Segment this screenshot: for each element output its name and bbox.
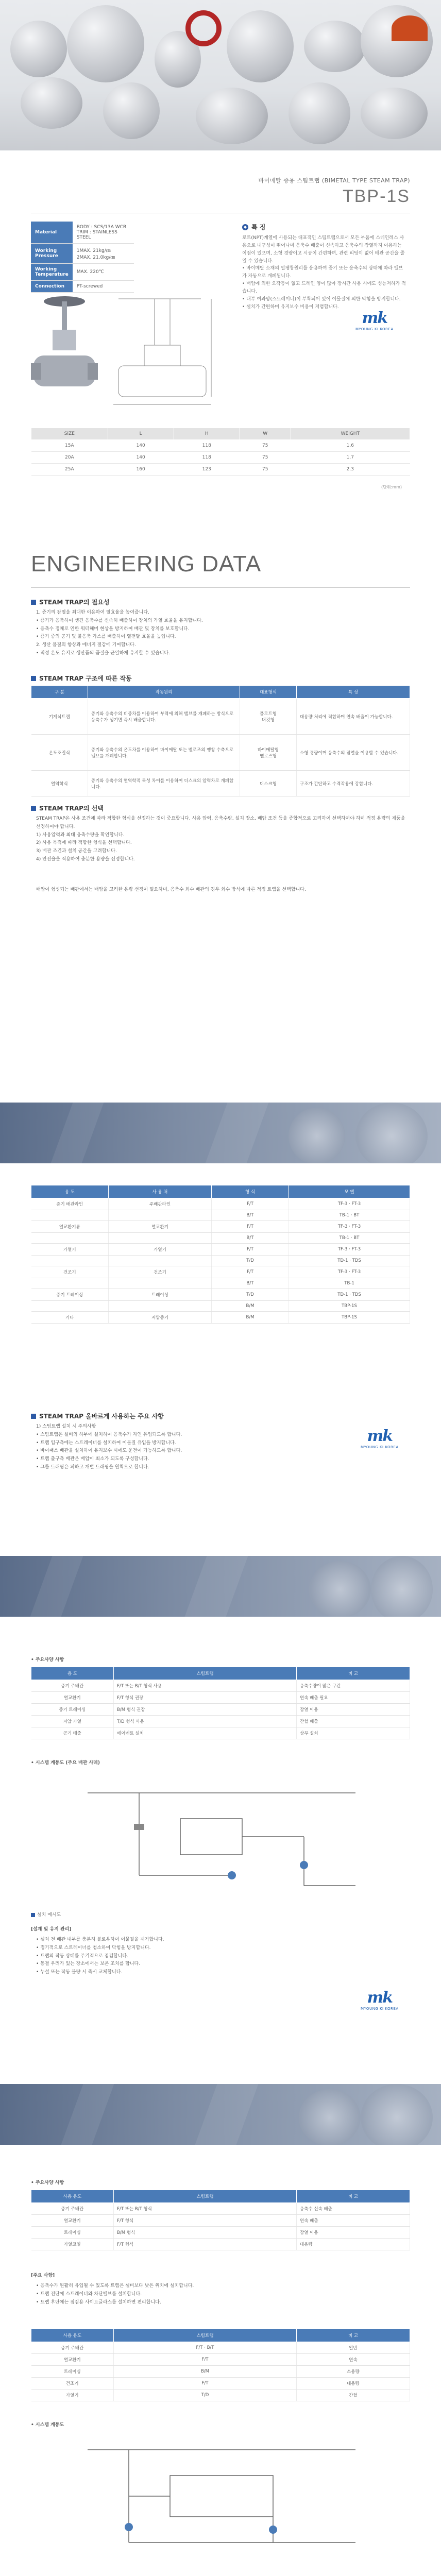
notes-text: • 설치 전 배관 내부를 충분히 블로우하여 이물질을 제거합니다. • 정기적으로 스트레이너를 청소하여 막힘을 방지합니다. • 트랩의 작동 상태를 주기적으로 점검합니다. • 동결 우려가 있는 장소에서는 보온 조치를 합니다. • 누설 또는 작동 불량 시 즉시 교체합니다. <box>36 1937 164 1975</box>
subsection-label: • 주요사양 사항 <box>31 2180 64 2185</box>
product-subtitle: 바이메탈 증용 스팀트랩 (BIMETAL TYPE STEAM TRAP) <box>258 177 410 184</box>
subsection-label: • 주요사양 사항 <box>31 1657 64 1663</box>
spec-table: Material BODY : SCS/13A WCB TRIM : STAINLESS STEEL Working Pressure 1MAX. 21kg/㎝ 2MAX. 21.0kg/㎝ Working Temperature MAX. 220℃ Connection PT-screwed <box>31 222 134 293</box>
dimension-table: SIZE L H W WEIGHT 15A 140 118 75 1.6 20A 140 118 75 1.7 25A 160 123 75 2.3 <box>31 428 410 476</box>
section-title: STEAM TRAP 구조에 따른 작동 <box>31 674 132 683</box>
section-banner <box>0 1556 441 1617</box>
section-banner <box>0 2084 441 2145</box>
notes-title: [주요 사항] <box>31 2273 55 2278</box>
diagram-legend: 설치 예시도 <box>31 1911 61 1920</box>
divider <box>31 587 410 588</box>
usage-table-b: 사용 용도 스팀트랩 비 고 증기 주배관 F/T 또는 B/T 형식 응축수 신속 배출 열교환기 F/T 형식 연속 배출 트레이싱 B/M 형식 잠열 이용 가열코일 F/T 형식 대용량 <box>31 2190 410 2250</box>
subsection-label: • 시스템 계통도 <box>31 2422 64 2428</box>
company-logo: mk MYOUNG KI KOREA <box>361 1989 399 2011</box>
subsection-label: • 시스템 계통도 (주요 배관 사례) <box>31 1760 100 1766</box>
trap-type-table: 구 분 작동원리 대표형식 특 성 기계식트랩 증기와 응축수의 비중차를 이용하여 부력에 의해 밸브를 개폐하는 방식으로 응축수가 생기면 즉시 배출합니다. 플로트형 버킷형 대용량 처리에 적합하며 연속 배출이 가능합니다. 온도조절식 증기와 응축수의 온도차를 이용하여 바이메탈 또는 벨로즈의 팽창 수축으로 밸브를 개폐합니다. 바이메탈형 벨로즈형 소형 경량이며 응축수의 잠열을 이용할 수 있습니다. 열역학식 증기와 응축수의 열역학적 특성 차이를 이용하여 디스크의 압력차로 개폐합니다. 디스크형 구조가 간단하고 수격작용에 강합니다. <box>31 685 410 796</box>
usage-table-c: 사용 용도 스팀트랩 비 고 증기 주배관 F/T · B/T 일반 열교환기 F/T 연속 트레이싱 B/M 소용량 건조기 F/T 대용량 가열기 T/D 간헐 <box>31 2329 410 2401</box>
piping-diagram-b <box>77 2434 366 2563</box>
section-title: STEAM TRAP의 선택 <box>31 804 104 812</box>
company-logo: mk MYOUNG KI KOREA <box>355 309 394 331</box>
hero-product-photo <box>0 0 441 150</box>
notes-text: • 응축수가 원활히 유입될 수 있도록 트랩은 설비보다 낮은 위치에 설치합니다. • 트랩 전단에 스트레이너와 차단밸브를 설치합니다. • 트랩 후단에는 점검용 사이트글라스를 설치하면 편리합니다. <box>36 2283 194 2305</box>
section-title: STEAM TRAP 올바르게 사용하는 주요 사항 <box>31 1412 164 1420</box>
product-model: TBP-1S <box>342 187 410 206</box>
valve-drawing <box>108 289 216 412</box>
section-title: STEAM TRAP의 필요성 <box>31 598 110 606</box>
notes-title: [설계 및 유지 관리] <box>31 1927 72 1932</box>
company-logo: mk MYOUNG KI KOREA <box>361 1427 399 1449</box>
features-heading: ◆ 특 징 <box>242 223 265 231</box>
engineering-title: ENGINEERING DATA <box>31 551 262 577</box>
section-text: 1) 스팀트랩 설치 시 주의사항 • 스팀트랩은 설비의 하부에 설치하여 응축수가 자연 유입되도록 합니다. • 트랩 입구측에는 스트레이너를 설치하여 이물질 유입을 방지합니다. • 바이패스 배관을 설치하여 유지보수 시에도 운전이 가능하도록 합니다. • 트랩 출구측 배관은 배압이 최소가 되도록 구성합니다. • 그룹 트래핑은 피하고 개별 트래핑을 원칙으로 합니다. <box>36 1424 182 1470</box>
usage-table-a: 용 도 스팀트랩 비 고 증기 주배관 F/T 또는 B/T 형식 사용 응축수량이 많은 구간 열교환기 F/T 형식 권장 연속 배출 필요 증기 트레이싱 B/M 형식 권장 잠열 이용 저압 가열 T/D 형식 사용 간헐 배출 공기 배출 에어벤트 설치 상부 설치 <box>31 1667 410 1739</box>
unit-label: (단위:mm) <box>381 485 402 489</box>
section-text: 배압이 형성되는 배관에서는 배압을 고려한 용량 선정이 필요하며, 응축수 회수 배관의 경우 회수 방식에 따른 적정 트랩을 선택합니다. <box>36 887 306 892</box>
features-text: 로트(NPT)계열에 사용되는 대표적인 스팀트랩으로서 모든 부품에 스테인레스 사용으로 내구성이 뛰어나며 응축수 배출이 신속하고 응축수의 잠열까지 이용하는 이점이 있으며, 소형 경량이고 시공이 간편하며, 관련 피팅이 없어 배관 공간을 줄일 수 있습니다. • 바이메탈 소재의 열팽창원리를 응용하여 증기 또는 응축수의 상태에 따라 밸브가 자동으로 개폐됩니다. • 배압에 의한 오작동이 없고 드레인 양이 많아 장시간 사용 시에도 성능저하가 적습니다. • 내부 여과망(스트레이너)이 부착되어 있어 이물질에 의한 막힘을 방지합니다. • 설치가 간편하며 유지보수 비용이 저렴합니다. <box>242 235 406 310</box>
section-text: 1. 증기의 잠열을 최대한 이용하여 열효율을 높여줍니다. • 증기가 응축하여 생긴 응축수를 신속히 배출하여 장치의 가열 효율을 유지합니다. • 응축수 정체로 인한 워터해머 현상을 방지하여 배관 및 장치를 보호합니다. • 증기 중의 공기 및 불응축 가스를 배출하여 열전달 효율을 높입니다. 2. 생산 품질의 향상과 에너지 절감에 기여합니다. • 적정 온도 유지로 생산품의 품질을 균일하게 유지할 수 있습니다. <box>36 610 203 656</box>
valve-photo <box>31 289 98 407</box>
piping-diagram-a <box>77 1772 366 1906</box>
section-banner <box>0 1103 441 1163</box>
section-text: STEAM TRAP은 사용 조건에 따라 적합한 형식을 선정하는 것이 중요합니다. 사용 압력, 응축수량, 설치 장소, 배압 조건 등을 종합적으로 고려하여 선택하여야 하며 적정 용량의 제품을 선정하여야 합니다. 1) 사용압력과 최대 응축수량을 확인합니다. 2) 사용 목적에 따라 적합한 형식을 선택합니다. 3) 배관 조건과 설치 공간을 고려합니다. 4) 안전율을 적용하여 충분한 용량을 선정합니다. <box>36 816 405 862</box>
application-table: 용 도 사 용 처 형 식 모 델 증기 배관라인 주배관라인 F/T TF-3 · FT-3 B/T TB-1 · BT 열교환기류 열교환기 F/T TF-3 · FT-3 B/T TB-1 · BT 가열기 가열기 F/T TF-3 · FT-3 T/D TD-1 · TDS 건조기 건조기 F/T TF-3 · FT-3 B/T TB-1 증기 트레이싱 트레이싱 T/D TD-1 · TDS B/M TBP-1S 기타 저압증기 B/M TBP-1S <box>31 1185 410 1324</box>
